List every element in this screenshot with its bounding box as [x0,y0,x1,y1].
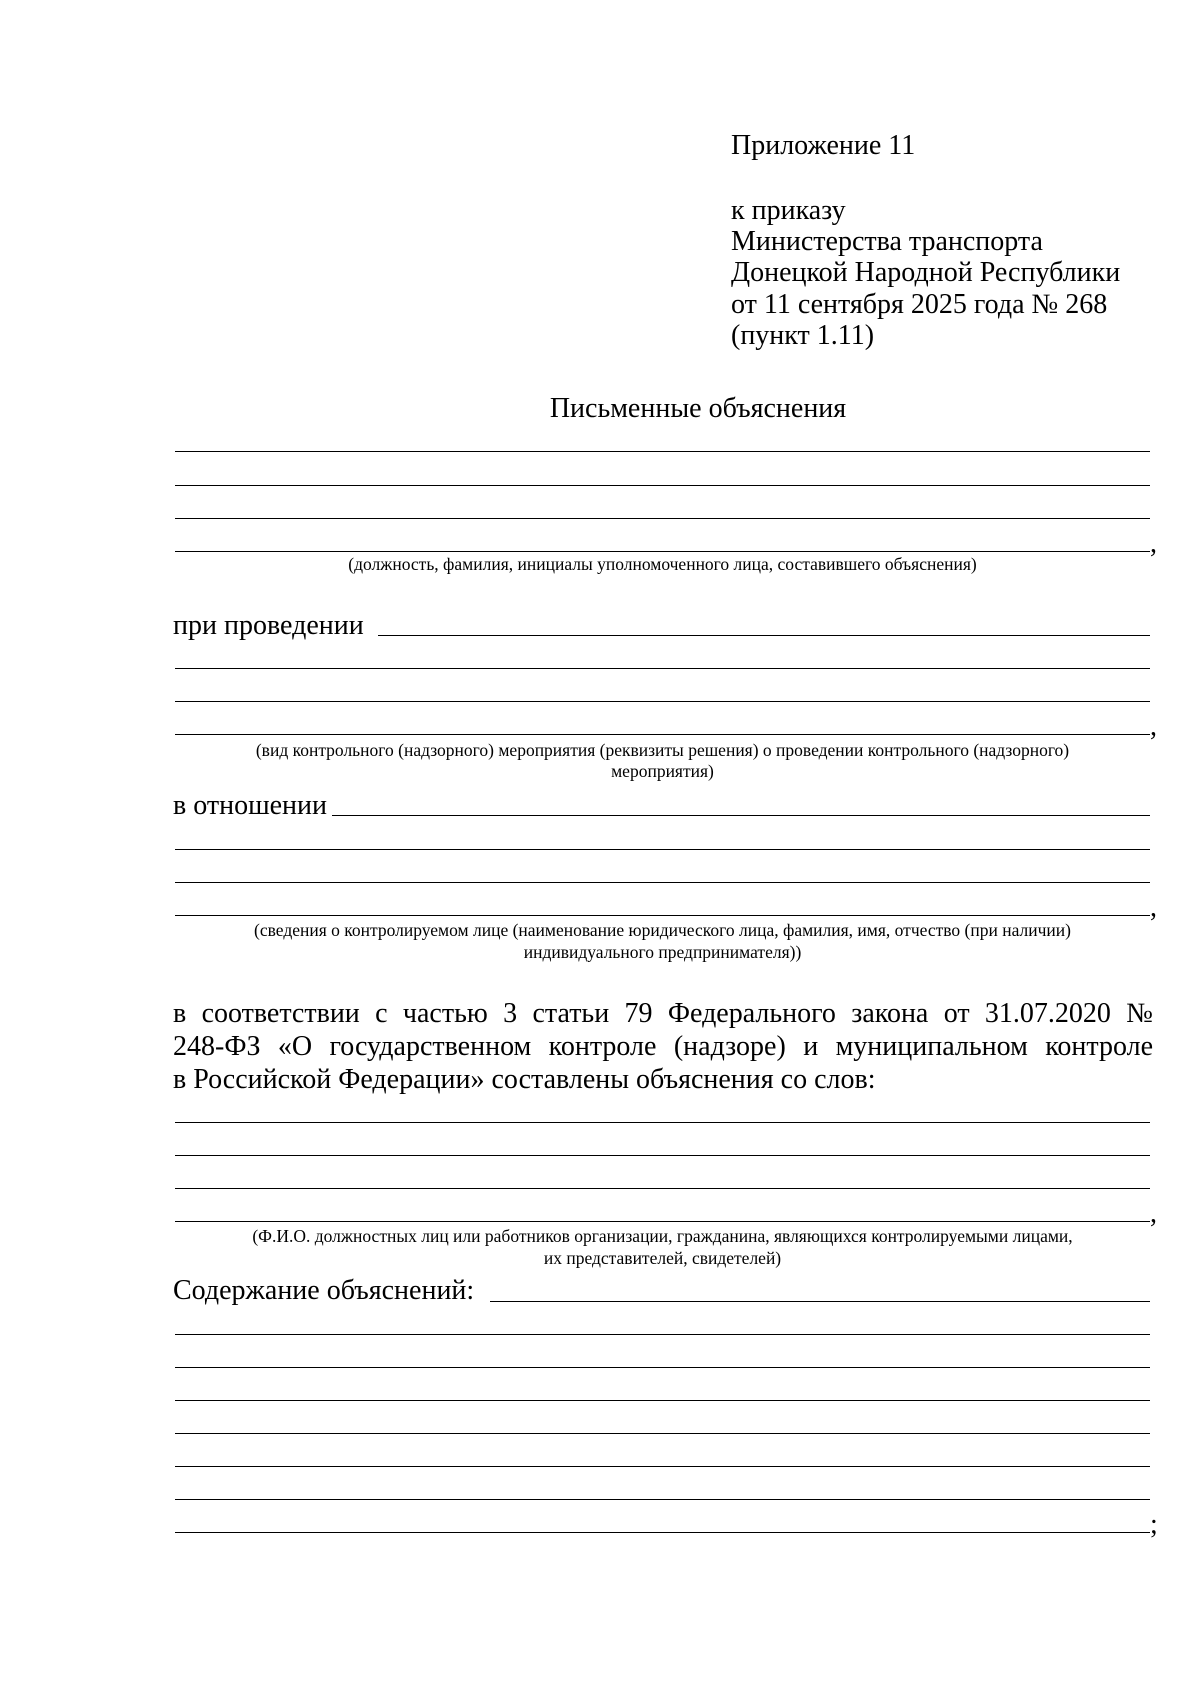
section4-comma: , [1150,1198,1157,1229]
document-title: Письменные объяснения [549,393,847,424]
content-line-6[interactable] [175,1466,1150,1467]
section5-semicolon: ; [1150,1509,1158,1540]
names-line-4[interactable] [175,1221,1150,1222]
regarding-label: в отношении [173,790,328,821]
regarding-line-2[interactable] [175,849,1150,850]
statement-line-3: в Российской Федерации» составлены объяснения со слов: [173,1064,876,1095]
content-line-1[interactable] [490,1301,1150,1302]
regarding-line-3[interactable] [175,882,1150,883]
section3-comma: , [1150,892,1157,923]
content-line-2[interactable] [175,1334,1150,1335]
regarding-line-1[interactable] [332,815,1150,816]
statement-line-2: 248-ФЗ «О государственном контроле (надзоре) и муниципальном контроле [173,1031,1153,1062]
official-line-4[interactable] [175,551,1150,552]
measure-caption-line-2: мероприятия) [611,761,714,781]
official-caption: (должность, фамилия, инициалы уполномоченного лица, составившего объяснения) [348,554,977,574]
conducting-line-4[interactable] [175,734,1150,735]
names-line-1[interactable] [175,1122,1150,1123]
content-line-5[interactable] [175,1433,1150,1434]
content-label: Содержание объяснений: [173,1275,475,1306]
measure-caption-line-1: (вид контрольного (надзорного) мероприятия (реквизиты решения) о проведении контрольного (надзорного) [255,740,1070,760]
controlled-person-caption-line-2: индивидуального предпринимателя)) [523,942,802,962]
official-line-3[interactable] [175,518,1150,519]
names-caption-line-2: их представителей, свидетелей) [543,1248,782,1268]
content-line-7[interactable] [175,1499,1150,1500]
conducting-line-1[interactable] [378,635,1150,636]
appendix-line-2: Министерства транспорта [731,226,1043,257]
names-line-2[interactable] [175,1155,1150,1156]
conducting-label: при проведении [173,610,364,641]
names-line-3[interactable] [175,1188,1150,1189]
statement-line-1: в соответствии с частью 3 статьи 79 Федерального закона от 31.07.2020 № [173,998,1153,1029]
controlled-person-caption-line-1: (сведения о контролируемом лице (наименование юридического лица, фамилия, имя, отчество (при наличии) [254,920,1071,940]
appendix-line-5: (пункт 1.11) [731,320,875,351]
content-line-3[interactable] [175,1367,1150,1368]
content-line-4[interactable] [175,1400,1150,1401]
official-line-1[interactable] [175,451,1150,452]
section1-comma: , [1150,528,1157,559]
section2-comma: , [1150,711,1157,742]
appendix-line-4: от 11 сентября 2025 года № 268 [731,289,1108,320]
names-caption-line-1: (Ф.И.О. должностных лиц или работников организации, гражданина, являющихся контролируемыми лицами, [252,1226,1073,1246]
content-line-8[interactable] [175,1532,1150,1533]
appendix-line-3: Донецкой Народной Республики [731,257,1121,288]
appendix-title: Приложение 11 [731,130,916,161]
appendix-line-1: к приказу [731,195,846,226]
official-line-2[interactable] [175,485,1150,486]
regarding-line-4[interactable] [175,915,1150,916]
conducting-line-3[interactable] [175,701,1150,702]
conducting-line-2[interactable] [175,668,1150,669]
